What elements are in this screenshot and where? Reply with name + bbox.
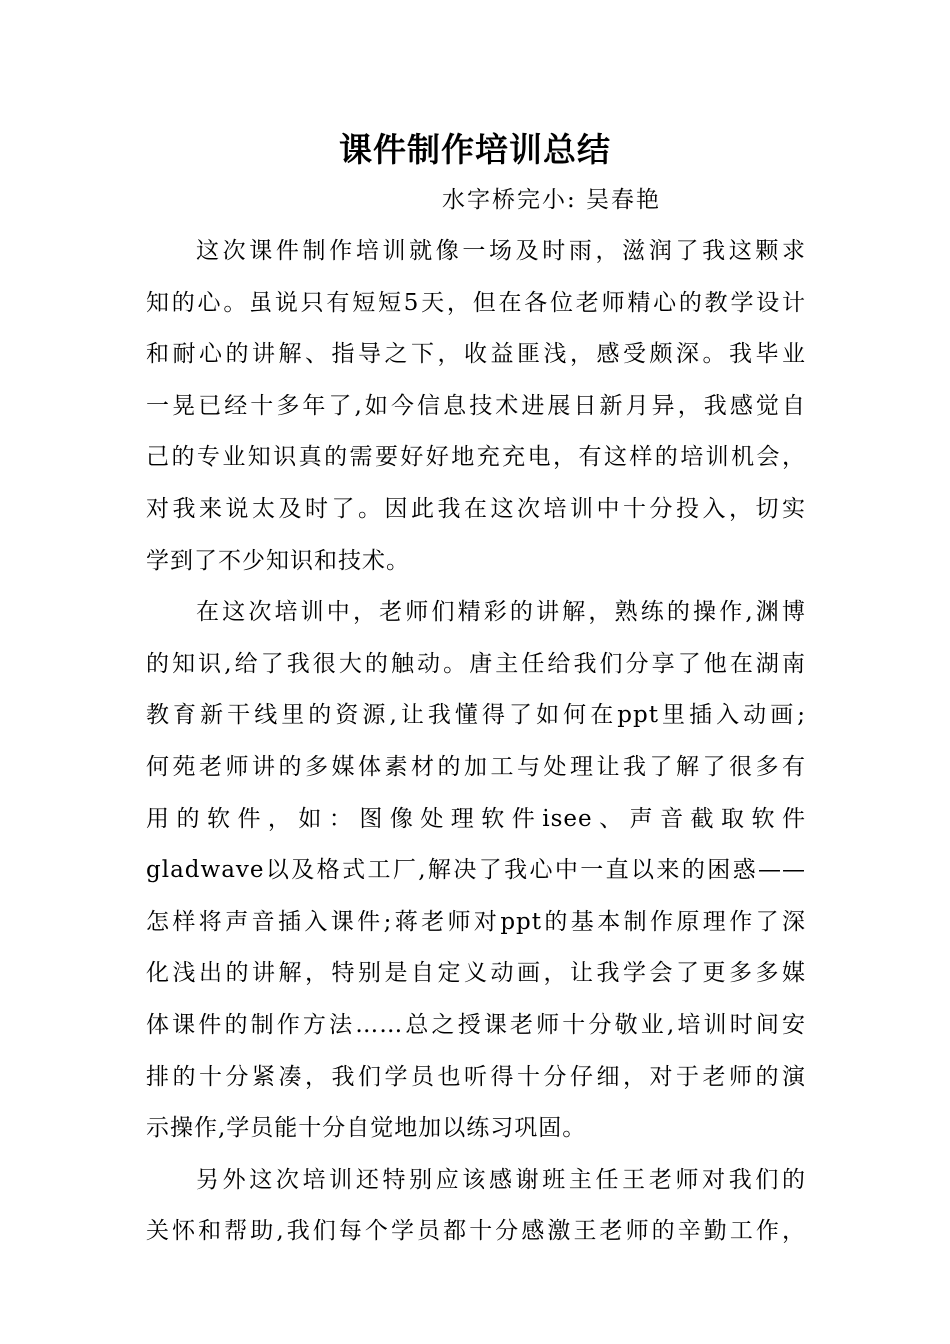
author-line: 水字桥完小: 吴春艳 — [442, 187, 662, 213]
text-line: 用的软件，如：图像处理软件isee、声音截取软件 — [146, 805, 806, 832]
document-title: 课件制作培训总结 — [339, 130, 611, 169]
paragraph-3 — [146, 1155, 806, 1258]
text-line: 对我来说太及时了。因此我在这次培训中十分投入，切实 — [146, 495, 806, 522]
text-line: 一晃已经十多年了,如今信息技术进展日新月异，我感觉自 — [146, 392, 806, 419]
text-line: 另外这次培训还特别应该感谢班主任王老师对我们的 — [196, 1166, 806, 1193]
text-line: 何苑老师讲的多媒体素材的加工与处理让我了解了很多有 — [146, 753, 806, 780]
text-line: 排的十分紧凑，我们学员也听得十分仔细，对于老师的演 — [146, 1063, 806, 1090]
text-line: 知的心。虽说只有短短5天，但在各位老师精心的教学设计 — [146, 289, 806, 316]
paragraph-2 — [146, 587, 806, 1155]
text-line: 这次课件制作培训就像一场及时雨，滋润了我这颗求 — [196, 238, 806, 264]
document-body — [146, 226, 806, 1258]
text-line: 示操作,学员能十分自觉地加以练习巩固。 — [146, 1115, 587, 1142]
text-line: 在这次培训中，老师们精彩的讲解，熟练的操作,渊博 — [196, 599, 806, 626]
text-line: gladwave以及格式工厂,解决了我心中一直以来的困惑—— — [146, 857, 806, 884]
text-line: 教育新干线里的资源,让我懂得了如何在ppt里插入动画; — [146, 702, 806, 729]
text-line: 体课件的制作方法……总之授课老师十分敬业,培训时间安 — [146, 1011, 806, 1038]
text-line: 怎样将声音插入课件;蒋老师对ppt的基本制作原理作了深 — [146, 908, 806, 935]
text-line: 化浅出的讲解，特别是自定义动画，让我学会了更多多媒 — [146, 960, 806, 987]
text-line: 和耐心的讲解、指导之下，收益匪浅，感受颇深。我毕业 — [146, 341, 806, 368]
text-line: 学到了不少知识和技术。 — [146, 547, 410, 574]
paragraph-1 — [146, 226, 806, 587]
text-line: 己的专业知识真的需要好好地充充电，有这样的培训机会， — [146, 444, 806, 471]
text-line: 关怀和帮助,我们每个学员都十分感激王老师的辛勤工作， — [146, 1218, 806, 1245]
text-line: 的知识,给了我很大的触动。唐主任给我们分享了他在湖南 — [146, 650, 806, 677]
